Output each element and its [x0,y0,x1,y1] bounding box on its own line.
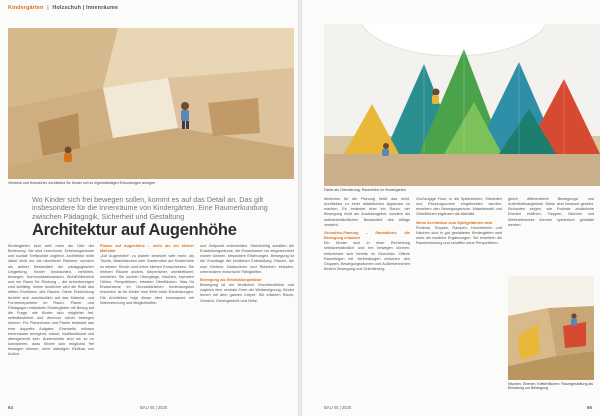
right-page [302,0,600,416]
inset-caption: Nischen, Ebenen, Kletterflächen: Raumgestaltung als Einladung zur Bewegung [508,382,594,391]
article-intro: Wo Kinder sich frei bewegen sollen, kommt es auf das Detail an. Das gilt insbesondere für die Innenräume von Kindergärten. Eine Raumerkundung zwischen Pädagogik, Sicherheit und Gestaltung [32,195,268,221]
wooden-interior-photo [8,28,294,179]
right-column-1 [324,197,410,395]
right-column-1-heading: Grundriss‑Planung – Raumbilder, die Bewegung erlauben [324,230,410,241]
right-column-2-text-b: Podeste, Treppen, Rampen, Hochebenen und Nischen sind in gut gestalteten Kindergärten weit mehr als bauliche Ergänzungen. Sie erweitern die Raumerfahrung und schaffen neue Perspektiven. [416,225,502,246]
colorful-climbing-wall-photo [324,24,600,186]
article-headline: Architektur auf Augenhöhe [32,221,237,239]
running-head-section: Holzschuh | Innenräume [52,5,119,11]
left-column-3-heading: Bewegung als Entwicklungsfaktor [200,277,262,282]
left-column-3 [200,244,294,394]
magazine-issue-right: BAU 05 | 2025 [324,405,352,410]
left-column-3-text-b: Bewegung ist ein kindliches Grundbedürfnis und zugleich eine zentrale Form der Weltaneignung. Kinder lernen mit dem ganzen Körper. Sie erfahren Raum, Gewicht, Gleichgewicht und Höhe. [200,283,294,303]
inset-photo [508,276,594,380]
right-column-1-text: ähnliches für die Planung heißt das nicht, Architektur zu einer didaktischen Apparatur zu machen. Es bedeutet eher ein Raum, der Bewegung nicht als Zusatzangebot, sondern als selbstverständlichen Bestandteil des Alltags versteht. [324,197,410,227]
right-column-2-heading: Wenn Architektur zum Spielgefährten wird [416,220,493,225]
right-column-3 [508,197,594,273]
colorful-climbing-wall-illustration [324,24,600,186]
running-head-category: Kindergärten [8,5,44,11]
magazine-issue-left: BAU 05 | 2025 [140,405,168,410]
page-number-left: 64 [8,405,14,410]
right-column-2 [416,197,502,317]
right-column-1-text-b: Ein Kinder sich in einer Einrichtung selbstverständlich und frei bewegen können, entscheidet sich bereits im Grundriss. Offene Raumfolgen mit Verbindungen zwischen den Gruppen, Bewegungsräumen und Außenbereichen fördern Bewegung und Orientierung. [324,241,410,272]
photo-caption: Versteck und Holzwürfel. Architektur für Kinder soll zu eigenständigen Erkundungen anregen [8,181,156,185]
wooden-interior-illustration [8,28,294,179]
inset-interior-illustration [508,276,594,380]
photo-caption-right: Farbe als Orientierung: Raumhöhe im Kindergarten [324,188,406,192]
left-column-2-text: „Auf Augenhöhe“ zu planen bedeutet weit mehr, als Tische, Waschbecken oder Garderoben auf Kinderhöhe zu setzen. Kinder sind keine kleinen Erwachsenen. Sie erleben Räume anders, körperlicher, unmittelbarer, sinnlicher. Sie suchen Übergänge, Nischen, erproben Höhen, Perspektiven, ertasten Oberflächen. Was für Erwachsene im Grundsätzlichen bedeutungslos erscheint, ist für Kinder eine Welt voller Entdeckungen. Die Architektur folgt dieser Idee konsequent mit Wahrnehmung und Möglichkeiten. [100,254,194,305]
running-head [8,5,118,11]
left-column-2-heading: Planen auf Augenhöhe – mehr als ein kleiner Maßstab [100,244,194,254]
page-number-right: 65 [586,405,592,410]
left-column-1-text: Kindergärten sind weit mehr als Orte der Betreuung. Sie sind Lernräume, Erfahrungsräume und soziale Treffpunkte zugleich. Architektur wirkt dabei nicht nur als räumlicher Rahmen, sondern als aktiver Bestandteil der pädagogischen Umgebung. Kinder beobachten, befühlen, bewegen. Kommunikationsraum, Wohlfühlbereich und ein Raum für Rückzug – die Anforderungen sind vielfältig. Immer deutlicher wird die Rolle des dritten Erziehers: des Raums. Diese Entwicklung bezieht sich ausdrücklich auf das Material- und Formenrepertoire im Raum. Planer und Pädagogen entwickeln Kindergärten mit Bezug auf die Frage, wie Kinder sich möglichst frei, selbstbestimmt und dennoch sicher bewegen können. Für Planerinnen und Planer bedeutet das eine doppelte Aufgabe: Einerseits müssen Innenräume anregend, robust, multifunktional und altersgerecht sein. Andererseits sind sie so zu konzipieren, dass Kinder sich möglichst frei bewegen können, ohne ständigen Einfluss von Außen. [8,244,94,357]
right-column-2-text: Großzügige Flure, in die Spielnischen, Sitzstufen und Rückzugszonen eingebunden werden, erweitern den Bewegungsraum. Materialwahl und Oberflächen ergänzen die Aktivität. [416,197,502,217]
right-column-3-text: gleich differenzierte Bewegungs- und Aufenthaltsangebote. Diese sind bewusst gesetzt. Einbauten zeigen, wie Podeste zusätzliche Ebenen eröffnen. Treppen, Nischen und Kletterelemente können spielerisch gestaltet werden. [508,197,594,227]
left-column-3-text: und Zeitpunkt entscheiden. Gleichzeitig schaffen die Entwicklungsräume, die Erwachsene nur eingeschränkt nutzen können, besondere Erfahrungen. Bewegung ist die Grundlage der kindlichen Entwicklung. Räume, die zum Klettern, Balancieren und Rutschen einladen, unterstützen motorische Fähigkeiten. [200,244,294,274]
left-column-1 [8,244,94,394]
left-page [0,0,298,416]
running-head-separator: | [47,5,49,11]
left-column-2 [100,244,194,394]
